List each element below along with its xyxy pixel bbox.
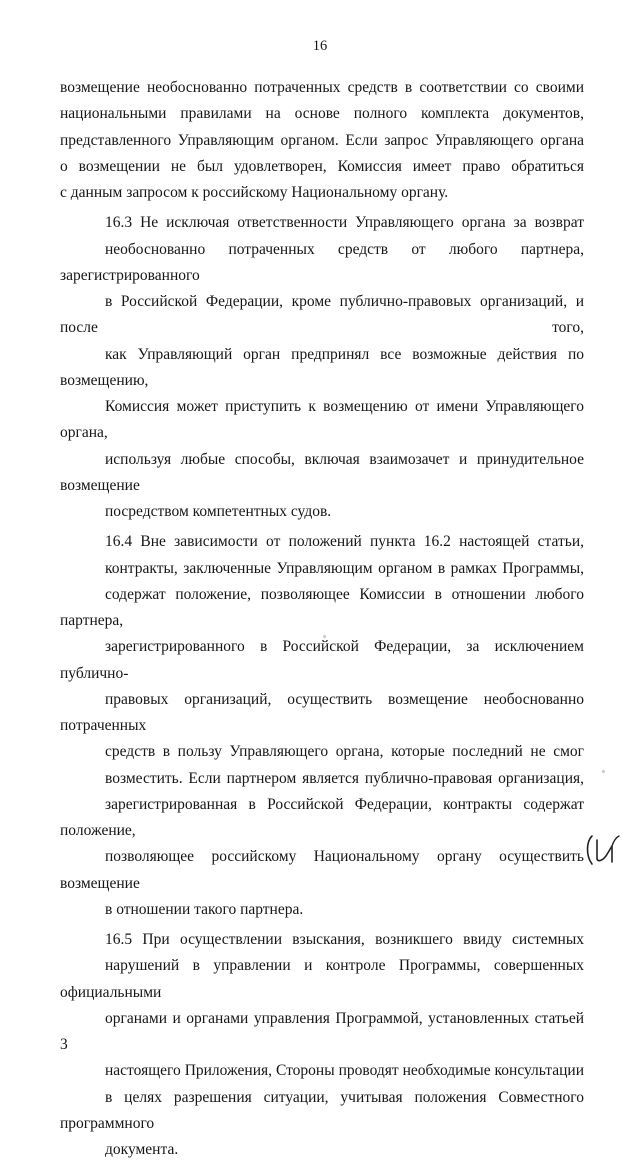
text-line: возместить. Если партнером является публично-правовая организация, xyxy=(105,769,584,787)
text-line: позволяющее российскому Национальному органу осуществить возмещение xyxy=(60,848,584,892)
text-line: органами и органами управления Программой, установленных статьей 3 xyxy=(60,1009,584,1053)
text-line: используя любые способы, включая взаимозачет и принудительное возмещение xyxy=(60,450,584,494)
text-line: с данным запросом к российскому Национальному органу. xyxy=(60,184,449,201)
handwritten-initials-mark xyxy=(584,832,624,868)
text-line: посредством компетентных судов. xyxy=(105,503,332,520)
text-line: 16.3 Не исключая ответственности Управляющего органа за возврат xyxy=(105,214,584,232)
text-line: возмещение необоснованно потраченных средств в соответствии со своими xyxy=(60,79,584,96)
text-line: 16.4 Вне зависимости от положений пункта 16.2 настоящей статьи, xyxy=(105,533,584,551)
text-line: в Российской Федерации, кроме публично-правовых организаций, и после того, xyxy=(60,293,584,337)
text-line: зарегистрированная в Российской Федерации, контракты содержат положение, xyxy=(60,795,584,839)
text-line: в отношении такого партнера. xyxy=(105,900,304,918)
text-line: о возмещении не был удовлетворен, Комиссия имеет право обратиться xyxy=(60,157,584,175)
text-line: в целях разрешения ситуации, учитывая положения Совместного программного xyxy=(60,1088,584,1132)
text-line: документа. xyxy=(105,1141,179,1158)
text-line: средств в пользу Управляющего органа, которые последний не смог xyxy=(105,743,584,761)
paragraph-16-4 xyxy=(60,529,584,923)
paragraph-16-5 xyxy=(60,927,584,1163)
scan-speck xyxy=(323,635,326,638)
paragraph-continuation xyxy=(60,75,584,206)
text-line: содержат положение, позволяющее Комиссии в отношении любого партнера, xyxy=(60,585,584,629)
text-line: контракты, заключенные Управляющим органом в рамках Программы, xyxy=(105,559,584,577)
document-body xyxy=(60,75,584,1163)
text-line: как Управляющий орган предпринял все возможные действия по возмещению, xyxy=(60,345,584,389)
paragraph-16-3 xyxy=(60,210,584,525)
text-line: настоящего Приложения, Стороны проводят необходимые консультации xyxy=(105,1062,584,1080)
text-line: зарегистрированного в Российской Федерации, за исключением публично- xyxy=(60,638,584,682)
text-line: необоснованно потраченных средств от любого партнера, зарегистрированного xyxy=(60,240,584,284)
text-line: нарушений в управлении и контроле Программы, совершенных официальными xyxy=(60,957,584,1001)
scan-speck xyxy=(602,770,605,773)
text-line: 16.5 При осуществлении взыскания, возникшего ввиду системных xyxy=(105,931,584,948)
text-line: Комиссия может приступить к возмещению от имени Управляющего органа, xyxy=(60,398,584,442)
page-number: 16 xyxy=(312,38,328,54)
text-line: правовых организаций, осуществить возмещение необоснованно потраченных xyxy=(60,690,584,734)
text-line: представленного Управляющим органом. Если запрос Управляющего органа xyxy=(60,131,584,149)
text-line: национальными правилами на основе полного комплекта документов, xyxy=(60,105,584,123)
